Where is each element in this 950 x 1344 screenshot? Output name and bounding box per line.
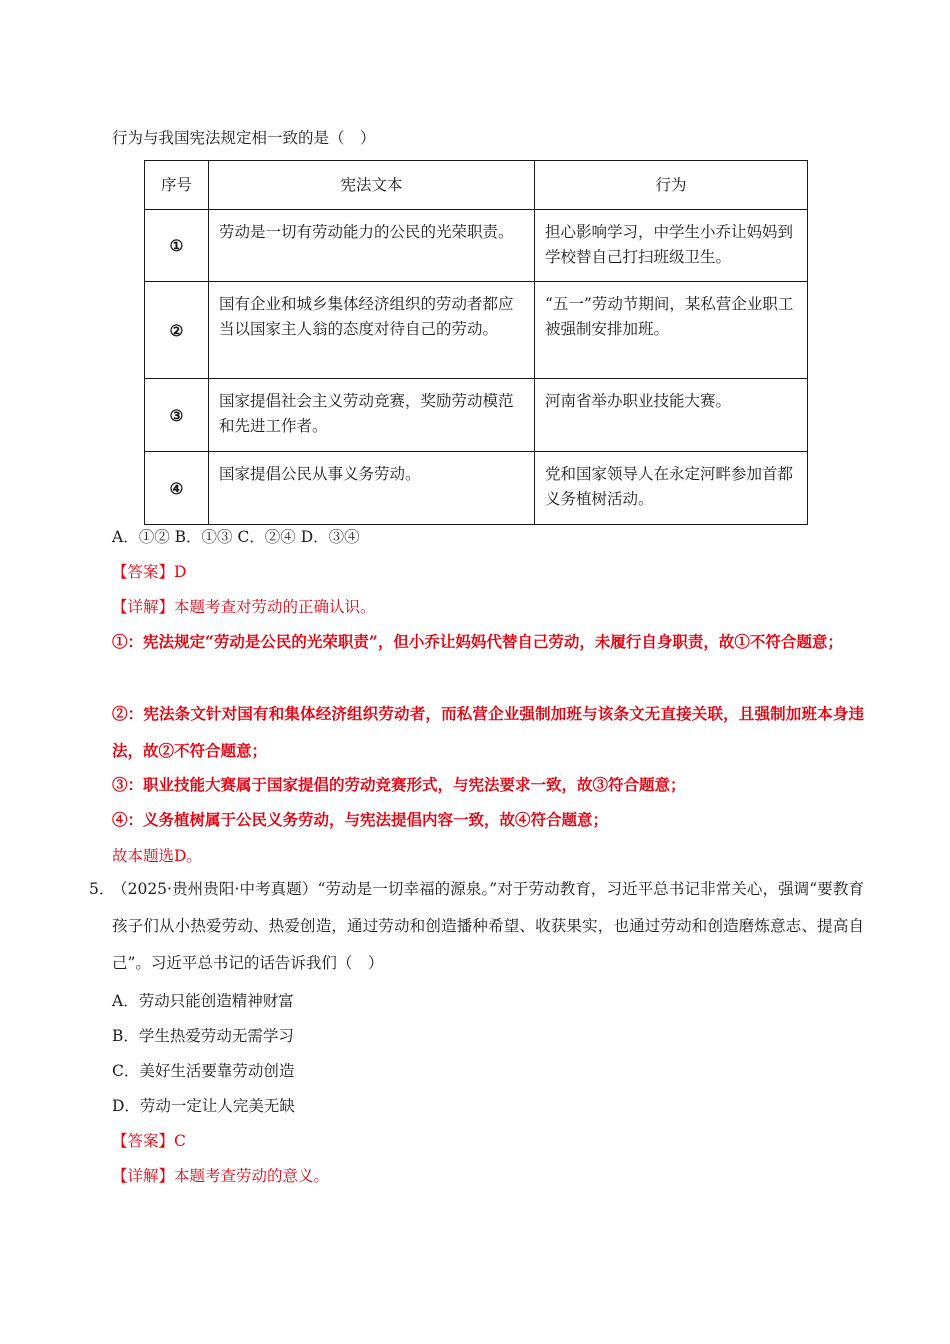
question-5-option-a: A．劳动只能创造精神财富 <box>112 992 294 1010</box>
question-5-stem: （2025·贵州贵阳·中考真题）“劳动是一切幸福的源泉。”对于劳动教育，习近平总书记非常关心，强调“要教育孩子们从小热爱劳动、热爱创造，通过劳动和创造播种希望、收获果实，也通过劳动和创造磨炼意志、提高自己”。习近平总书记的话告诉我们（ ） <box>112 880 864 972</box>
row-number: ② <box>145 282 209 379</box>
header-constitution-text: 宪法文本 <box>209 161 535 210</box>
analysis-label: 【详解】 <box>112 1167 175 1185</box>
analysis-conclusion: 故本题选D。 <box>112 847 202 865</box>
row-behavior: 担心影响学习，中学生小乔让妈妈到学校替自己打扫班级卫生。 <box>535 210 808 282</box>
header-index: 序号 <box>145 161 209 210</box>
row-constitution-text: 国家提倡公民从事义务劳动。 <box>209 452 535 525</box>
table-row <box>145 282 808 379</box>
question-4-intro: 行为与我国宪法规定相一致的是（ ） <box>112 129 376 147</box>
row-behavior: “五一”劳动节期间，某私营企业职工被强制安排加班。 <box>535 282 808 379</box>
row-constitution-text: 国家提倡社会主义劳动竞赛，奖励劳动模范和先进工作者。 <box>209 379 535 452</box>
analysis-label: 【详解】 <box>112 598 175 616</box>
analysis-point-4: ④：义务植树属于公民义务劳动，与宪法提倡内容一致，故④符合题意； <box>112 810 609 829</box>
header-behavior: 行为 <box>535 161 808 210</box>
question-5-number: 5． <box>89 880 115 898</box>
table-header-row <box>145 161 808 210</box>
analysis-point-1: ①：宪法规定“劳动是公民的光荣职责”，但小乔让妈妈代替自己劳动，未履行自身职责，故①不符合题意； <box>112 632 843 651</box>
question-5-option-d: D．劳动一定让人完美无缺 <box>112 1097 295 1115</box>
table-row <box>145 379 808 452</box>
table-row <box>145 210 808 282</box>
analysis-intro: 本题考查对劳动的正确认识。 <box>174 598 376 616</box>
table-row <box>145 452 808 525</box>
analysis-intro: 本题考查劳动的意义。 <box>174 1167 330 1185</box>
question-4-answer: 【答案】D <box>112 563 187 581</box>
row-behavior: 党和国家领导人在永定河畔参加首都义务植树活动。 <box>535 452 808 525</box>
row-number: ③ <box>145 379 209 452</box>
row-behavior: 河南省举办职业技能大赛。 <box>535 379 808 452</box>
question-5-option-c: C．美好生活要靠劳动创造 <box>112 1062 295 1080</box>
constitution-table <box>144 160 808 525</box>
analysis-point-3: ③：职业技能大赛属于国家提倡的劳动竞赛形式，与宪法要求一致，故③符合题意； <box>112 775 686 794</box>
question-4-analysis <box>112 596 376 618</box>
question-5-analysis <box>112 1165 329 1187</box>
row-number: ④ <box>145 452 209 525</box>
question-5-option-b: B．学生热爱劳动无需学习 <box>112 1027 294 1045</box>
analysis-point-2: ②：宪法条文针对国有和集体经济组织劳动者，而私营企业强制加班与该条文无直接关联，且强制加班本身违法，故②不符合题意； <box>112 704 864 760</box>
row-constitution-text: 国有企业和城乡集体经济组织的劳动者都应当以国家主人翁的态度对待自己的劳动。 <box>209 282 535 379</box>
question-5-answer: 【答案】C <box>112 1132 186 1150</box>
row-constitution-text: 劳动是一切有劳动能力的公民的光荣职责。 <box>209 210 535 282</box>
row-number: ① <box>145 210 209 282</box>
question-4-options: A．①② B．①③ C．②④ D．③④ <box>112 528 360 546</box>
